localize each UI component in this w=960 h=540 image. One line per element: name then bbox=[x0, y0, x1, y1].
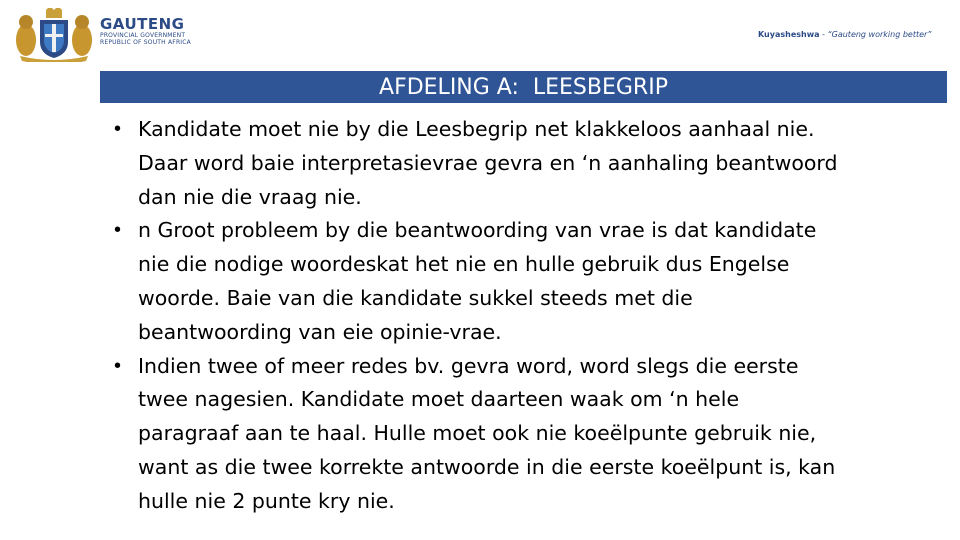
bullet-icon: • bbox=[114, 118, 122, 140]
logo-text bbox=[100, 16, 191, 46]
section-title-bar bbox=[100, 71, 947, 103]
bullet-text: n Groot probleem by die beantwoording van vrae is dat kandidate nie die nodige woordeskat het nie en hulle gebruik dus Engelse woorde. Baie van die kandidate sukkel steeds met die beantwoording van eie opinie-vrae. bbox=[138, 218, 817, 344]
tagline-separator: - bbox=[819, 30, 828, 39]
coat-of-arms-icon bbox=[12, 8, 96, 62]
logo-title: GAUTENG bbox=[100, 15, 185, 33]
gauteng-logo bbox=[12, 8, 192, 62]
bullet-text: Kandidate moet nie by die Leesbegrip net klakkeloos aanhaal nie. Daar word baie interpretasievrae gevra en ‘n aanhaling beantwoord dan nie die vraag nie. bbox=[138, 117, 838, 209]
bullet-icon: • bbox=[114, 219, 122, 242]
header bbox=[0, 0, 960, 66]
bullet-text: Indien twee of meer redes bv. gevra word, word slegs die eerste twee nagesien. Kandidate moet daarteen waak om ‘n hele paragraaf aan te haal. Hulle moet ook nie koeëlpunte gebruik nie, want as die twee korrekte antwoorde in die eerste koeëlpunt is, kan hulle nie 2 punte kry nie. bbox=[138, 353, 836, 513]
section-title: AFDELING A: LEESBEGRIP bbox=[379, 75, 668, 100]
tagline-strong: Kuyasheshwa bbox=[758, 30, 820, 39]
bullet-icon: • bbox=[114, 354, 122, 377]
logo-subtitle-1: PROVINCIAL GOVERNMENT bbox=[100, 32, 186, 39]
tagline bbox=[758, 30, 931, 39]
bullet-list bbox=[114, 113, 934, 519]
logo-subtitle-2: REPUBLIC OF SOUTH AFRICA bbox=[100, 39, 191, 46]
tagline-slogan: “Gauteng working better” bbox=[827, 30, 932, 39]
list-item bbox=[114, 214, 934, 349]
list-item bbox=[114, 350, 934, 519]
list-item bbox=[114, 113, 934, 214]
